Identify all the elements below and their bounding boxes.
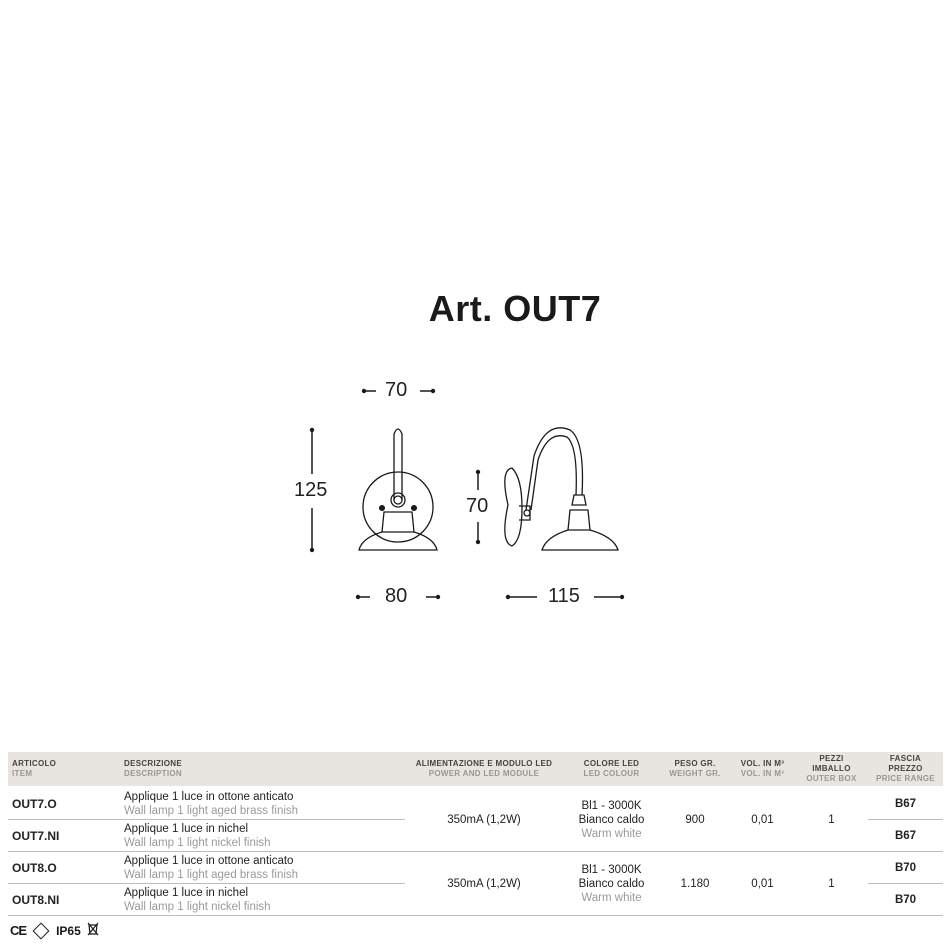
table-header [8,752,943,786]
dimension-arrowheads [310,389,624,599]
price-range: B70 [868,852,943,884]
price-range: B67 [868,820,943,852]
side-view-drawing [505,428,618,550]
dim-side-depth: 115 [548,585,580,607]
item-code: OUT8.NI [8,884,120,916]
weight: 900 [660,786,730,852]
item-description: Applique 1 luce in nichel Wall lamp 1 light nickel finish [120,884,405,916]
power-module: 350mA (1,2W) [405,786,563,852]
pieces: 1 [795,852,868,916]
certification-symbols [10,922,99,939]
item-code: OUT7.NI [8,820,120,852]
product-title: Art. OUT7 [428,288,602,329]
spec-table [8,752,943,916]
header-pezzi: PEZZI IMBALLO OUTER BOX [795,752,868,786]
dim-front-base: 80 [385,585,408,607]
dim-front-width-top: 70 [385,379,408,401]
pieces: 1 [795,786,868,852]
ip-rating: IP65 [56,923,81,938]
header-vol: VOL. IN M³ VOL. IN M³ [730,752,795,786]
led-colour: Bl1 - 3000K Bianco caldo Warm white [563,852,660,916]
ce-mark-icon: CE [10,923,27,938]
weight: 1.180 [660,852,730,916]
front-view-drawing [359,429,437,550]
price-range: B67 [868,786,943,820]
dim-side-height: 70 [466,495,489,517]
header-peso: PESO GR. WEIGHT GR. [660,752,730,786]
price-range: B70 [868,884,943,916]
header-alimentazione: ALIMENTAZIONE E MODULO LED POWER AND LED MODULE [405,752,563,786]
item-code: OUT7.O [8,786,120,820]
weee-bin-icon [87,922,99,939]
item-code: OUT8.O [8,852,120,884]
header-descrizione: DESCRIZIONE DESCRIPTION [120,752,405,786]
class-iii-diamond-icon [33,922,50,939]
item-description: Applique 1 luce in nichel Wall lamp 1 light nickel finish [120,820,405,852]
item-description: Applique 1 luce in ottone anticato Wall lamp 1 light aged brass finish [120,786,405,820]
power-module: 350mA (1,2W) [405,852,563,916]
volume: 0,01 [730,786,795,852]
table-row [8,852,943,884]
header-colore: COLORE LED LED COLOUR [563,752,660,786]
dim-front-height: 125 [294,479,328,501]
led-colour: Bl1 - 3000K Bianco caldo Warm white [563,786,660,852]
table-row [8,786,943,820]
header-articolo: ARTICOLO ITEM [8,752,120,786]
item-description: Applique 1 luce in ottone anticato Wall lamp 1 light aged brass finish [120,852,405,884]
header-fascia: FASCIA PREZZO PRICE RANGE [868,752,943,786]
volume: 0,01 [730,852,795,916]
